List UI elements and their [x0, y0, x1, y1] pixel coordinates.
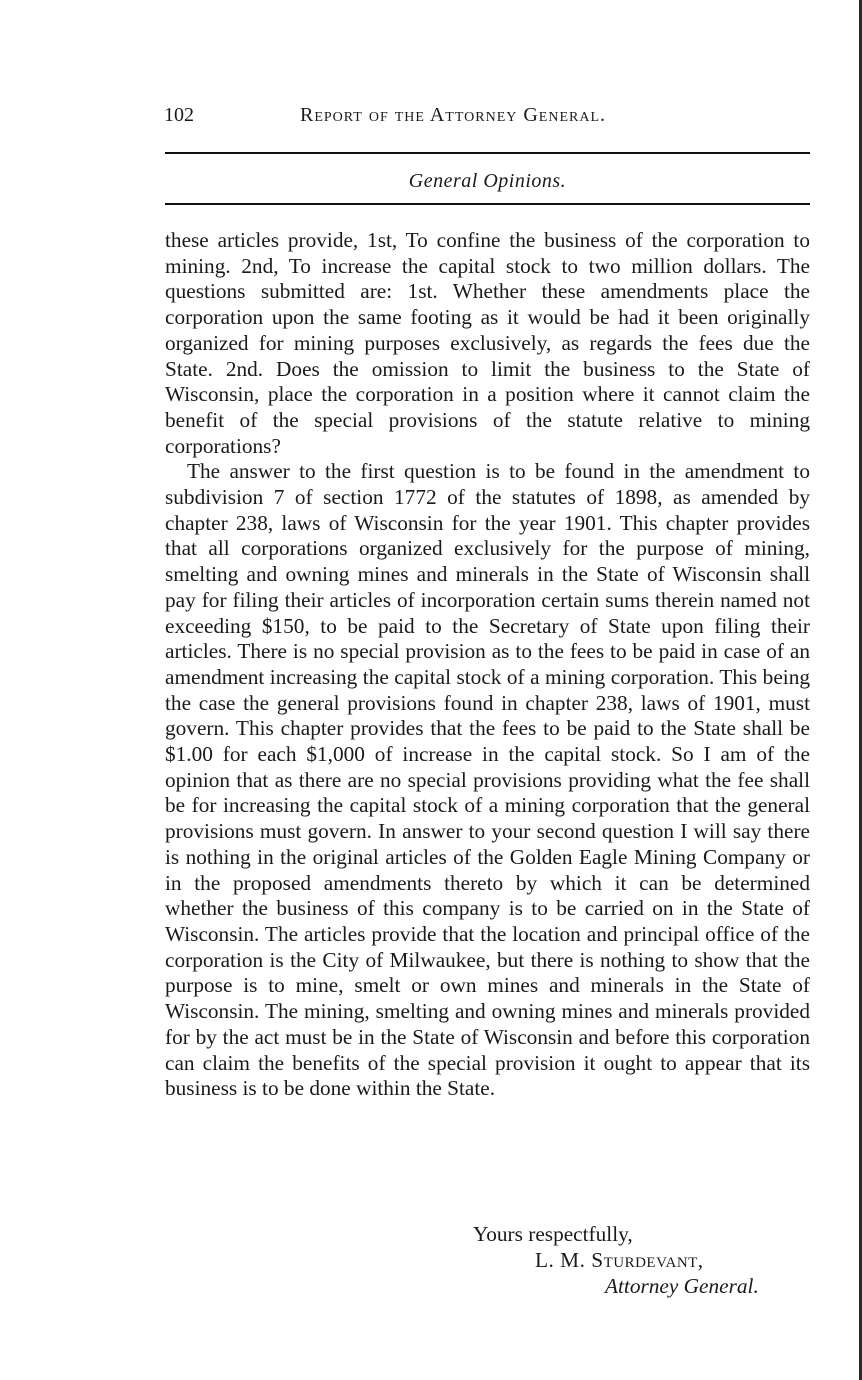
- signature-block: [165, 1222, 810, 1302]
- closing-salutation: Yours respectfully,: [473, 1222, 633, 1246]
- section-heading: General Opinions.: [408, 170, 567, 192]
- header-rule-top: [165, 152, 810, 154]
- running-title: Report of the Attorney General.: [300, 104, 607, 126]
- signatory-title: Attorney General.: [605, 1274, 759, 1298]
- signatory-name: L. M. Sturdevant,: [535, 1248, 704, 1272]
- opinion-body: [165, 228, 810, 1102]
- paragraph-2: The answer to the first question is to be found in the amendment to subdivision 7 of section 1772 of the statutes of 1898, as amended by chapter 238, laws of Wisconsin for the year 1901. This chapter provides that all corporations organized exclusively for the purpose of mining, smelting and owning mines and minerals in the State of Wisconsin shall pay for filing their articles of incorporation certain sums therein named not exceeding $150, to be paid to the Secretary of State upon filing their articles. There is no special provision as to the fees to be paid in case of an amendment increasing the capital stock of a mining corporation. This being the case the general provisions found in chapter 238, laws of 1901, must govern. This chapter provides that the fees to be paid to the State shall be $1.00 for each $1,000 of increase in the capital stock. So I am of the opinion that as there are no special provisions providing what the fee shall be for increasing the capital stock of a mining corporation that the general provisions must govern. In answer to your second question I will say there is nothing in the original articles of the Golden Eagle Mining Company or in the proposed amendments thereto by which it can be determined whether the business of this company is to be carried on in the State of Wisconsin. The articles provide that the location and principal office of the corporation is the City of Milwaukee, but there is nothing to show that the purpose is to mine, smelt or own mines and minerals in the State of Wisconsin. The mining, smelting and owning mines and minerals provided for by the act must be in the State of Wisconsin and before this corporation can claim the benefits of the special provision it ought to appear that its business is to be done within the State.: [165, 459, 810, 1101]
- header-rule-bottom: [165, 203, 810, 205]
- page-number: 102: [164, 104, 194, 126]
- paragraph-1: these articles provide, 1st, To confine the business of the corporation to mining. 2nd, To increase the capital stock to two million dollars. The questions submitted are: 1st. Whether these amendments place the corporation upon the same footing as it would be had it been originally organized for mining purposes exclusively, as regards the fees due the State. 2nd. Does the omission to limit the business to the State of Wisconsin, place the corporation in a position where it cannot claim the benefit of the special provisions of the statute relative to mining corporations?: [165, 228, 810, 458]
